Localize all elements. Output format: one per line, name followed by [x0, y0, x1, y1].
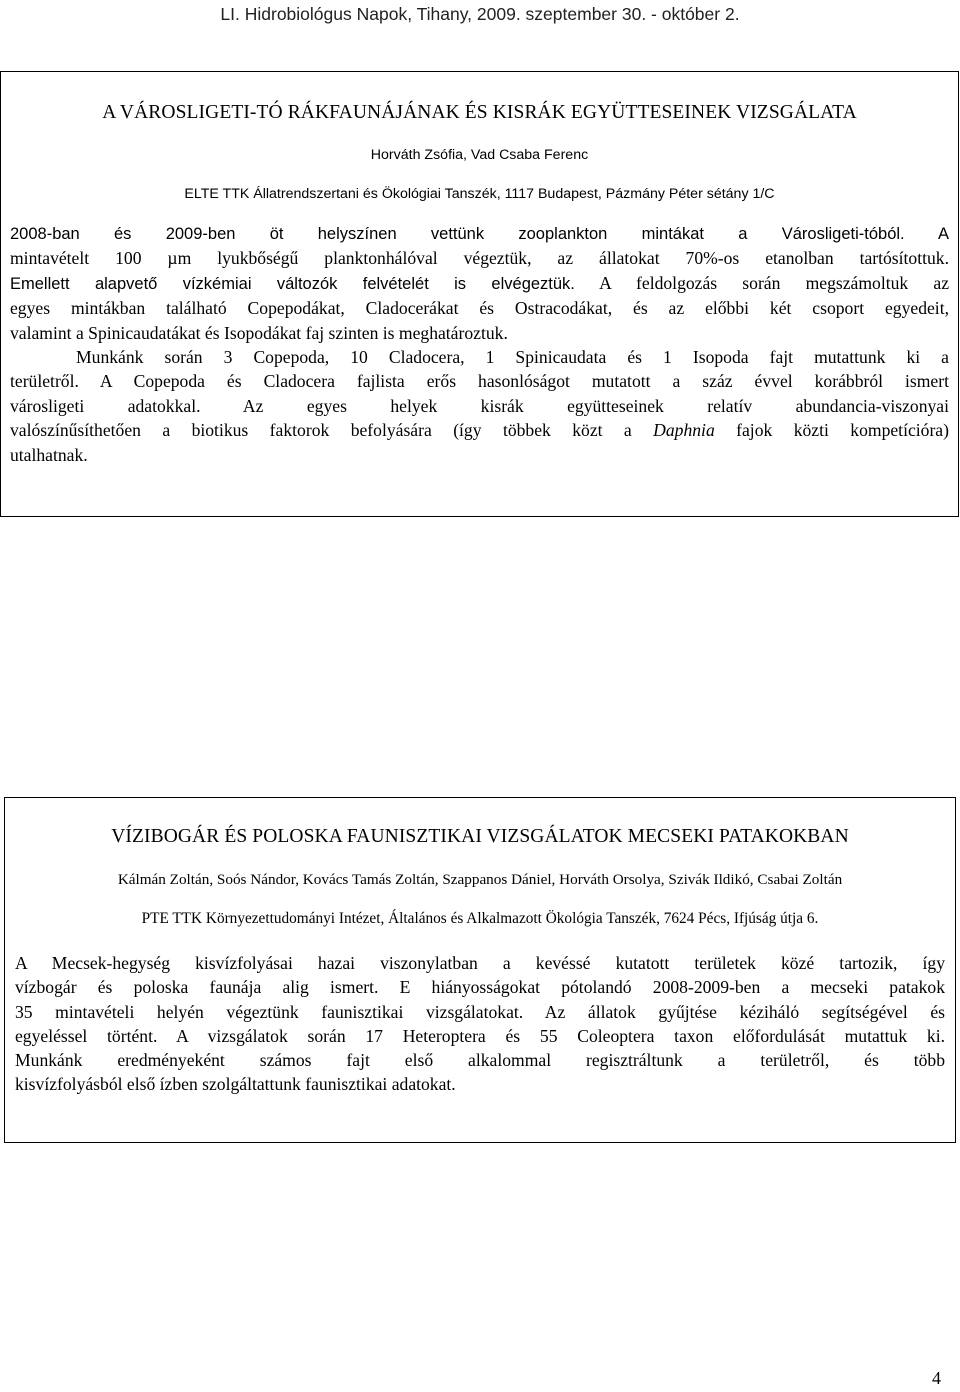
- abstract-1-line: egyes mintákban található Copepodákat, Cladocerákat és Ostracodákat, és az előbbi két csoport egyedeit,: [10, 298, 949, 319]
- abstract-2-line: 35 mintavételi helyén végeztünk faunisztikai vizsgálatokat. Az állatok gyűjtése kézihálό segítségével és: [15, 1001, 945, 1022]
- abstract-1-authors: Horváth Zsófia, Vad Csaba Ferenc: [370, 147, 589, 163]
- abstract-2-line: kisvízfolyásból első ízben szolgáltattunk faunisztikai adatokat.: [15, 1074, 456, 1095]
- abstract-1-title: A VÁROSLIGETI-TÓ RÁKFAUNÁJÁNAK ÉS KISRÁK EGYÜTTESEINEK VIZSGÁLATA: [102, 102, 857, 123]
- abstract-2-line: vízbogár és poloska faunája alig ismert. E hiányosságokat pótolandó 2008-2009-ben a mecseki patakok: [15, 977, 945, 998]
- abstract-2-line: egyeléssel történt. A vizsgálatok során 17 Heteroptera és 55 Coleoptera taxon előfordulását mutattuk ki.: [15, 1025, 945, 1046]
- page-number: 4: [932, 1368, 941, 1388]
- abstract-2-authors: Kálmán Zoltán, Soós Nándor, Kovács Tamás Zoltán, Szappanos Dániel, Horváth Orsolya, Szivák Ildikó, Csabai Zoltán: [117, 871, 843, 888]
- abstract-1-line-part: fajok közti kompetícióra): [714, 420, 949, 441]
- abstract-1-line: [10, 418, 949, 442]
- abstract-1-line-part: valószínűsíthetően a biotikus faktorok befolyására (így többek közt a: [10, 420, 654, 441]
- abstract-2-line: Munkánk eredményeként számos fajt első alkalommal regisztráltunk a területről, és több: [15, 1050, 945, 1071]
- abstract-1-line: 2008-ban és 2009-ben öt helyszínen vettünk zooplankton mintákat a Városligeti-tóból. A: [10, 225, 949, 243]
- running-header: LI. Hidrobiológus Napok, Tihany, 2009. szeptember 30. - október 2.: [220, 4, 740, 24]
- genus-name: Daphnia: [653, 420, 715, 441]
- abstract-1-line: városligeti adatokkal. Az egyes helyek kisrák együtteseinek relatív abundancia-viszonyai: [10, 395, 949, 416]
- abstract-2-body: [15, 951, 945, 1097]
- abstract-2-affiliation: PTE TTK Környezettudományi Intézet, Általános és Alkalmazott Ökológia Tanszék, 7624 Pécs, Ifjúság útja 6.: [141, 910, 819, 927]
- abstract-box-1: [0, 71, 959, 517]
- abstract-box-2: [4, 797, 956, 1143]
- abstract-1-line: területről. A Copepoda és Cladocera fajlista erős hasonlóságot mutatott a száz évvel korábbról ismert: [10, 371, 949, 392]
- abstract-1-line: Emellett alapvető vízkémiai változók felvételét is elvégeztük. A feldolgozás során megszámoltuk az: [10, 272, 949, 293]
- abstract-1-line: valamint a Spinicaudatákat és Isopodákat faj szinten is meghatároztuk.: [10, 322, 508, 343]
- abstract-1-affiliation: ELTE TTK Állatrendszertani és Ökológiai Tanszék, 1117 Budapest, Pázmány Péter sétány 1/C: [184, 186, 775, 202]
- abstract-1-line: mintavételt 100 µm lyukbőségű planktonhálóval végeztük, az állatokat 70%-os etanolban tartósítottuk.: [10, 248, 949, 269]
- abstract-1-line: utalhatnak.: [10, 444, 88, 465]
- abstract-1-body: [10, 222, 949, 467]
- abstract-1-line-part: Emellett alapvető vízkémiai változók felvételét is elvégeztük.: [10, 274, 575, 293]
- abstract-1-line: Munkánk során 3 Copepoda, 10 Cladocera, 1 Spinicaudata és 1 Isopoda fajt mutattunk ki a: [76, 347, 949, 368]
- abstract-2-title: VÍZIBOGÁR ÉS POLOSKA FAUNISZTIKAI VIZSGÁLATOK MECSEKI PATAKOKBAN: [111, 826, 849, 847]
- abstract-2-line: A Mecsek-hegység kisvízfolyásai hazai viszonylatban a kevéssé kutatott területek közé tartozik, így: [15, 953, 945, 973]
